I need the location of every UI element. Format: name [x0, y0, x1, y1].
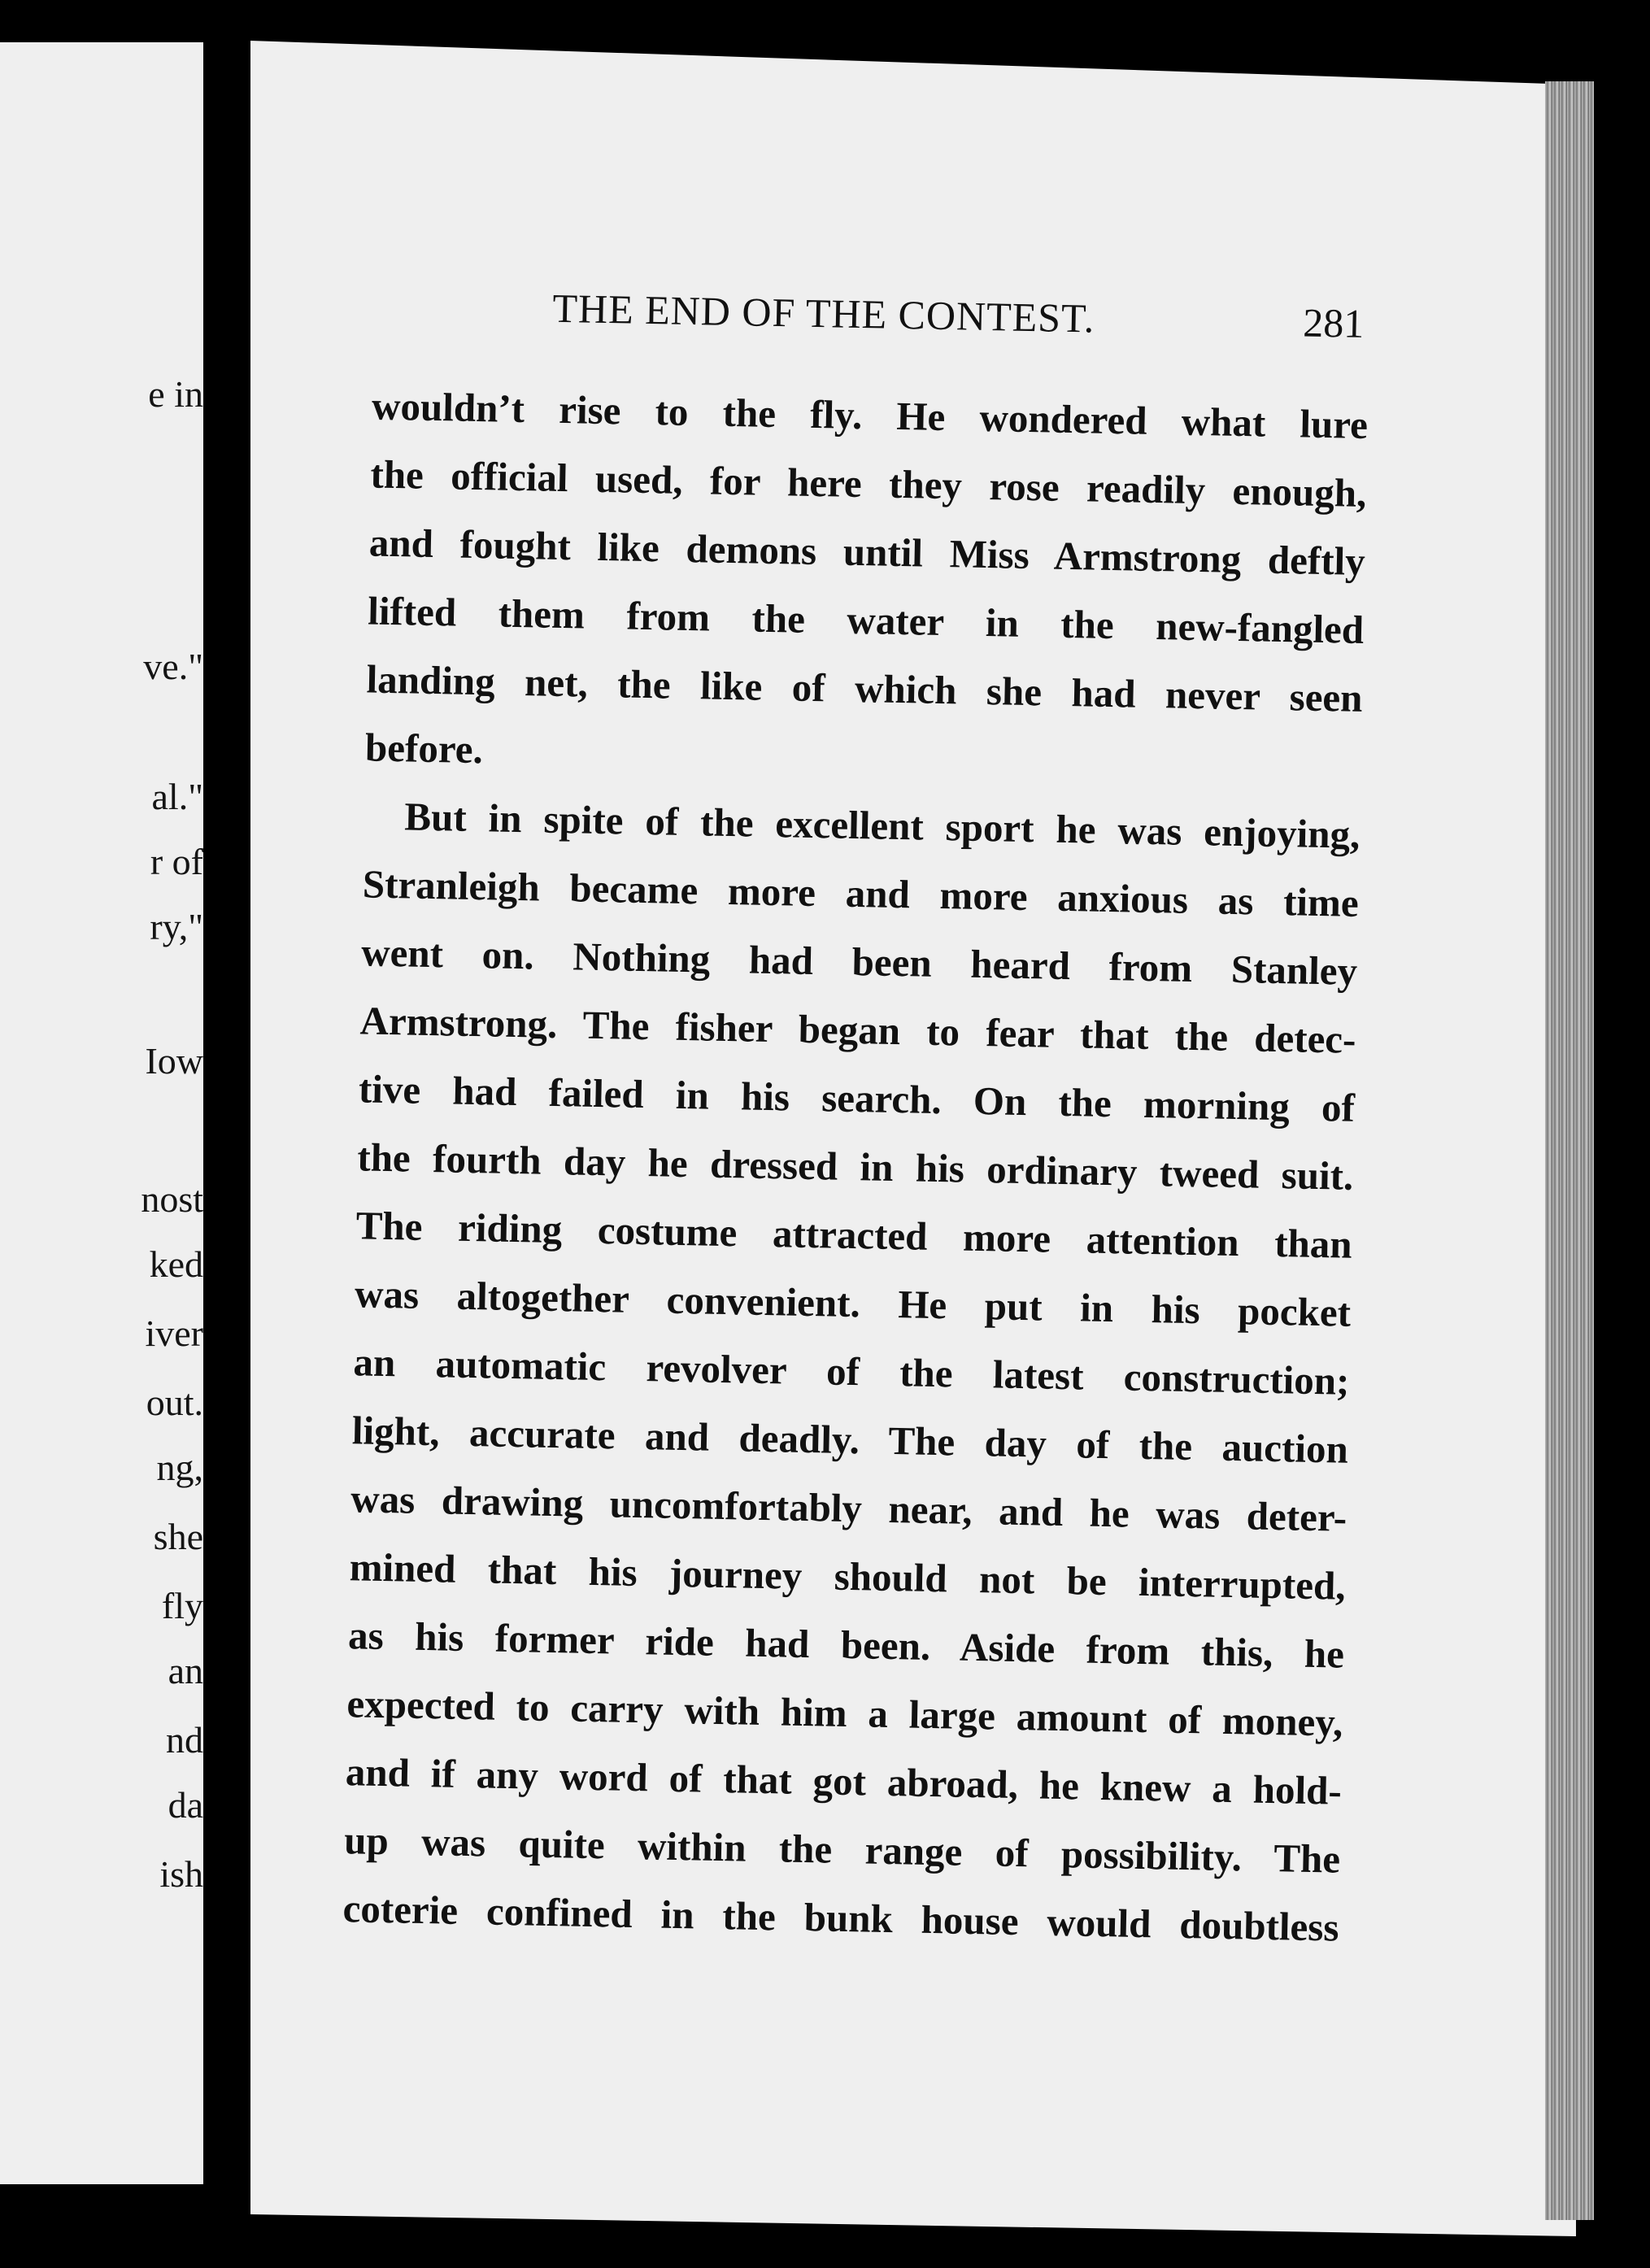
- text-line: before.: [364, 725, 484, 773]
- text-line: was drawing uncomfortably near, and he was deter-: [350, 1476, 1347, 1540]
- text-line: up was quite within the range of possibility. The: [343, 1817, 1341, 1882]
- left-line-fragment: ng,: [156, 1447, 203, 1488]
- text-line: light, accurate and deadly. The day of the auction: [351, 1408, 1349, 1472]
- text-line: Stranleigh became more and more anxious as time: [362, 861, 1360, 925]
- left-line-fragment: fly: [161, 1585, 203, 1626]
- left-line-fragment: nd: [166, 1719, 203, 1761]
- page-number: 281: [1302, 299, 1365, 346]
- text-line: landing net, the like of which she had never seen: [366, 656, 1364, 720]
- left-line-fragment: ry,": [150, 906, 203, 947]
- text-line: and fought like demons until Miss Armstrong deftly: [368, 520, 1366, 584]
- text-line: tive had failed in his search. On the morning of: [358, 1066, 1356, 1130]
- text-line: coterie confined in the bunk house would doubtless: [342, 1886, 1340, 1950]
- left-line-fragment: ish: [159, 1853, 203, 1895]
- left-line-fragment: da: [168, 1784, 203, 1826]
- left-line-fragment: ked: [149, 1243, 203, 1285]
- text-line: expected to carry with him a large amount of money,: [346, 1681, 1343, 1745]
- text-line: But in spite of the excellent sport he was enjoying,: [403, 794, 1360, 857]
- text-line: was altogether convenient. He put in his pocket: [354, 1271, 1352, 1335]
- left-line-fragment: e in: [148, 373, 203, 415]
- left-line-fragment: she: [153, 1516, 203, 1557]
- left-line-fragment: out.: [146, 1382, 203, 1423]
- text-line: lifted them from the water in the new-fangled: [367, 588, 1365, 652]
- running-head: THE END OF THE CONTEST.: [551, 285, 1095, 342]
- left-line-fragment: an: [168, 1650, 203, 1691]
- text-line: Armstrong. The fisher began to fear that the detec-: [359, 998, 1356, 1062]
- text-line: as his former ride had been. Aside from this, he: [347, 1613, 1345, 1677]
- text-line: The riding costume attracted more attention than: [355, 1203, 1353, 1267]
- text-line: and if any word of that got abroad, he knew a hold-: [345, 1749, 1343, 1813]
- text-line: mined that his journey should not be interrupted,: [349, 1544, 1347, 1608]
- body-text: [342, 372, 1369, 1962]
- left-line-fragment: iver: [145, 1312, 203, 1354]
- left-line-fragment: al.": [151, 776, 203, 817]
- text-line: wouldn’t rise to the fly. He wondered what lure: [371, 383, 1369, 448]
- left-line-fragment: Iow: [145, 1040, 203, 1082]
- text-line: an automatic revolver of the latest construction;: [353, 1339, 1350, 1404]
- text-line: the fourth day he dressed in his ordinary tweed suit.: [356, 1134, 1354, 1199]
- left-line-fragment: nost: [141, 1178, 203, 1220]
- left-line-fragment: r of: [150, 841, 203, 882]
- left-line-fragment: ve.": [143, 646, 203, 687]
- text-line: went on. Nothing had been heard from Stanley: [360, 929, 1358, 994]
- text-line: the official used, for here they rose readily enough,: [370, 451, 1367, 516]
